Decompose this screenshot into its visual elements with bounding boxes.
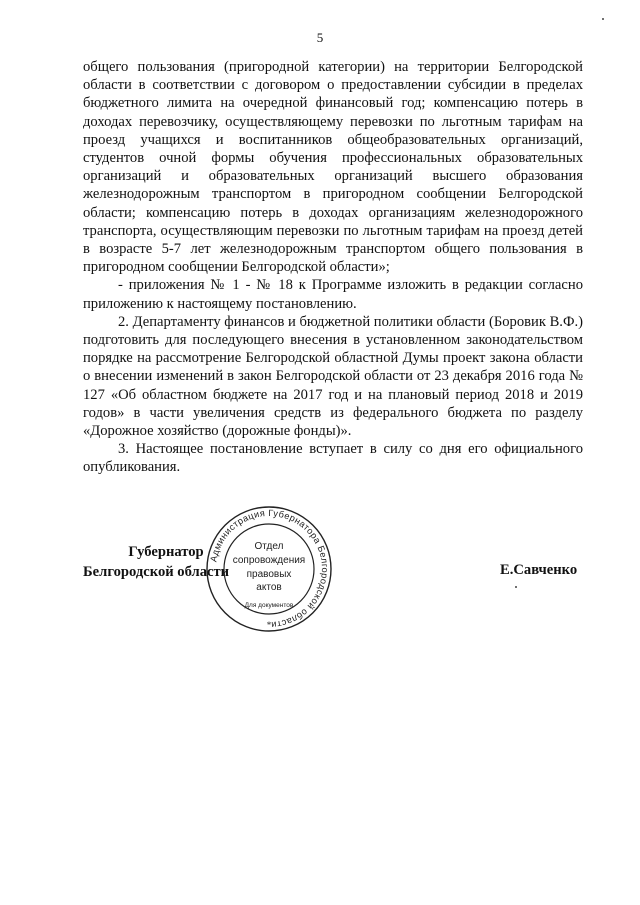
stamp-bottom-text: Для документов (244, 602, 294, 609)
stamp-line1: Отдел (254, 541, 284, 552)
scan-speck (602, 18, 604, 20)
stamp-line4: актов (256, 582, 282, 593)
paragraph-continuation: общего пользования (пригородной категории) на территории Белгородской области в соответствии с договором о предоставлении субсидии в пределах бюджетного лимита на очередной финансовый год; компенсацию потерь в доходах перевозчику, осуществляющему перевозки по льготным тарифам на проезд учащихся и воспитанников общеобразовательных организаций, студентов очной формы обучения профессиональных образовательных организаций и образовательных организаций высшего образования железнодорожным транспортом в пригородном сообщении Белгородской области; компенсацию потерь в доходах организациям железнодорожного транспорта, осуществляющим перевозки по льготным тарифам на проезд детей в возрасте 5-7 лет железнодорожным транспортом общего пользования в пригородном сообщении Белгородской области»; (83, 59, 583, 276)
paragraph-appendices: - приложения № 1 - № 18 к Программе изложить в редакции согласно приложению к настоящему постановлению. (83, 277, 583, 312)
stamp-star-icon: * (266, 620, 272, 630)
scan-speck (515, 586, 517, 588)
signatory-title-line1: Губернатор (128, 544, 204, 560)
stamp-line2: сопровождения (232, 555, 306, 566)
paragraph-department-finance: 2. Департаменту финансов и бюджетной политики области (Боровик В.Ф.) подготовить для последующего внесения в установленном законодательством порядке на рассмотрение Белгородской областной Думы проект закона области о внесении изменений в закон Белгородской области от 23 декабря 2016 года № 127 «Об областном бюджете на 2017 год и на плановый период 2018 и 2019 годов» в части увеличения средств из федерального бюджета по разделу «Дорожное хозяйство (дорожные фонды)». (83, 313, 583, 440)
signatory-name: Е.Савченко (500, 562, 578, 578)
paragraph-entry-into-force: 3. Настоящее постановление вступает в силу со дня его официального опубликования. (83, 441, 583, 476)
official-stamp (204, 504, 334, 634)
stamp-line3: правовых (246, 569, 292, 580)
stamp-outer-text: Администрация Губернатора Белгородской области (208, 507, 331, 631)
signatory-title-line2: Белгородской области (83, 564, 230, 580)
page-number: 5 (316, 30, 324, 45)
document-body (83, 58, 583, 477)
